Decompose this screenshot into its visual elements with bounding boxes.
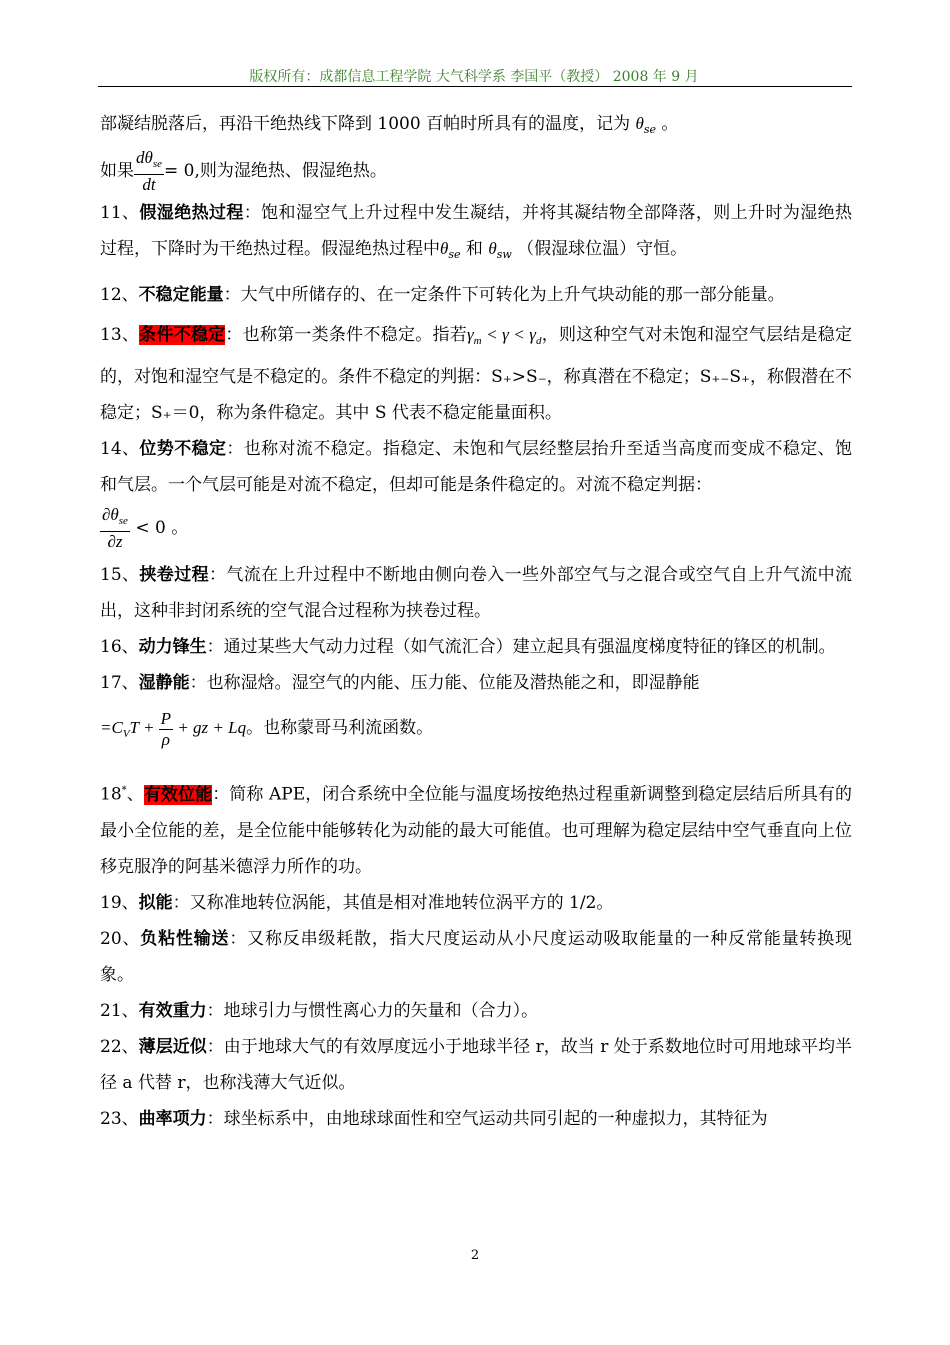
item-15: 15、挟卷过程：气流在上升过程中不断地由侧向卷入一些外部空气与之混合或空气自上升气流中流出，这种非封闭系统的空气混合过程称为挟卷过程。 xyxy=(100,565,853,621)
document-body xyxy=(100,106,852,1137)
fraction-denominator: dt xyxy=(142,175,156,194)
term-15: 挟卷过程 xyxy=(139,565,209,585)
partial-derivative-fraction: $\frac{\partial\theta_{se}}{\partial z}$ xyxy=(102,505,128,551)
term-21: 有效重力 xyxy=(138,1000,207,1021)
gamma-inequality: $\gamma_m < \gamma < \gamma_d$ xyxy=(466,325,542,347)
item-23: 23、曲率项力：球坐标系中，由地球球面性和空气运动共同引起的一种虚拟力，其特征为 xyxy=(100,1108,768,1129)
term-19: 拟能 xyxy=(138,892,173,913)
item-20: 20、负粘性输送：又称反串级耗散，指大尺度运动从小尺度运动吸取能量的一种反常能量转换现象。 xyxy=(100,928,853,985)
term-17: 湿静能 xyxy=(138,673,190,693)
item-17: 17、湿静能：也称湿焓。湿空气的内能、压力能、位能及潜热能之和，即湿静能 xyxy=(100,673,700,693)
term-16: 动力锋生 xyxy=(138,637,207,657)
item-14: 14、位势不稳定：也称对流不稳定。指稳定、未饱和气层经整层抬升至适当高度而变成不稳定、饱和气层。一个气层可能是对流不稳定，但却可能是条件稳定的。对流不稳定判据： xyxy=(100,439,853,495)
term-13-highlighted: 条件不稳定 xyxy=(139,325,226,345)
item-17-equation: $=C_VT$ + $\frac{P}{\rho}$ + gz + Lq。也称蒙哥马利流函数。 xyxy=(100,708,434,749)
intro-text: 部凝结脱落后，再沿干绝热线下降到 1000 百帕时所具有的温度，记为 xyxy=(100,114,631,134)
item-21: 21、有效重力：地球引力与惯性离心力的矢量和（合力）。 xyxy=(100,1000,539,1021)
dtheta-dt-fraction xyxy=(134,148,164,195)
item-12: 12、不稳定能量：大气中所储存的、在一定条件下可转化为上升气块动能的那一部分能量。 xyxy=(100,285,785,305)
intro-line-2 xyxy=(100,148,852,195)
moist-static-energy-eq: $=C_VT$ + $\frac{P}{\rho}$ + gz + Lq xyxy=(100,708,247,749)
intro-line-1 xyxy=(100,106,852,148)
intro-if: 如果 xyxy=(100,161,134,181)
item-13: 13、条件不稳定：也称第一类条件不稳定。指若$\gamma_m < \gamma < \gamma_d$，则这种空气对未饱和湿空气层结是稳定的，对饱和湿空气是不稳定的。条件不稳定的判据：S₊>S₋，称真潜在不稳定；S₊₋S₊，称假潜在不稳定；S₊＝0，称为条件稳定。其中 S 代表不稳定能量面积。 xyxy=(100,325,853,423)
fraction-numerator: $d\theta_{se}$ xyxy=(134,148,164,175)
theta-symbol: θ xyxy=(635,114,644,133)
header-divider xyxy=(98,86,852,87)
term-14: 位势不稳定 xyxy=(139,439,227,459)
intro-end: 。 xyxy=(661,114,679,134)
intro-condition: = 0,则为湿绝热、假湿绝热。 xyxy=(164,161,387,181)
item-11: 11、假湿绝热过程：饱和湿空气上升过程中发生凝结，并将其凝结物全部降落，则上升时为湿绝热过程，下降时为干绝热过程。假湿绝热过程中$\theta_{se}$ 和 $\theta_{sw}$ （假湿球位温）守恒。 xyxy=(100,203,853,261)
term-18-highlighted: 有效位能 xyxy=(143,784,213,805)
item-22: 22、薄层近似：由于地球大气的有效厚度远小于地球半径 r，故当 r 处于系数地位时可用地球平均半径 a 代替 r，也称浅薄大气近似。 xyxy=(100,1036,853,1093)
term-23: 曲率项力 xyxy=(138,1108,207,1129)
term-20: 负粘性输送 xyxy=(140,928,230,949)
page-number: 2 xyxy=(470,1248,480,1263)
item-18: 18*、有效位能：简称 APE，闭合系统中全位能与温度场按绝热过程重新调整到稳定层结后所具有的最小全位能的差，是全位能中能够转化为动能的最大可能值。也可理解为稳定层结中空气垂直向上位移克服净的阿基米德浮力所作的功。 xyxy=(100,784,853,877)
page-header: 版权所有：成都信息工程学院 大气科学系 李国平（教授） 2008 年 9 月 xyxy=(249,69,699,85)
term-11: 假湿绝热过程 xyxy=(139,203,244,223)
theta-subscript: se xyxy=(643,123,656,136)
term-22: 薄层近似 xyxy=(138,1036,207,1057)
item-16: 16、动力锋生：通过某些大气动力过程（如气流汇合）建立起具有强温度梯度特征的锋区的机制。 xyxy=(100,637,836,657)
item-14-criterion: $\frac{\partial\theta_{se}}{\partial z}$ < 0 。 xyxy=(102,505,189,551)
item-19: 19、拟能：又称准地转位涡能，其值是相对准地转位涡平方的 1/2。 xyxy=(100,892,614,913)
term-12: 不稳定能量 xyxy=(138,285,224,305)
